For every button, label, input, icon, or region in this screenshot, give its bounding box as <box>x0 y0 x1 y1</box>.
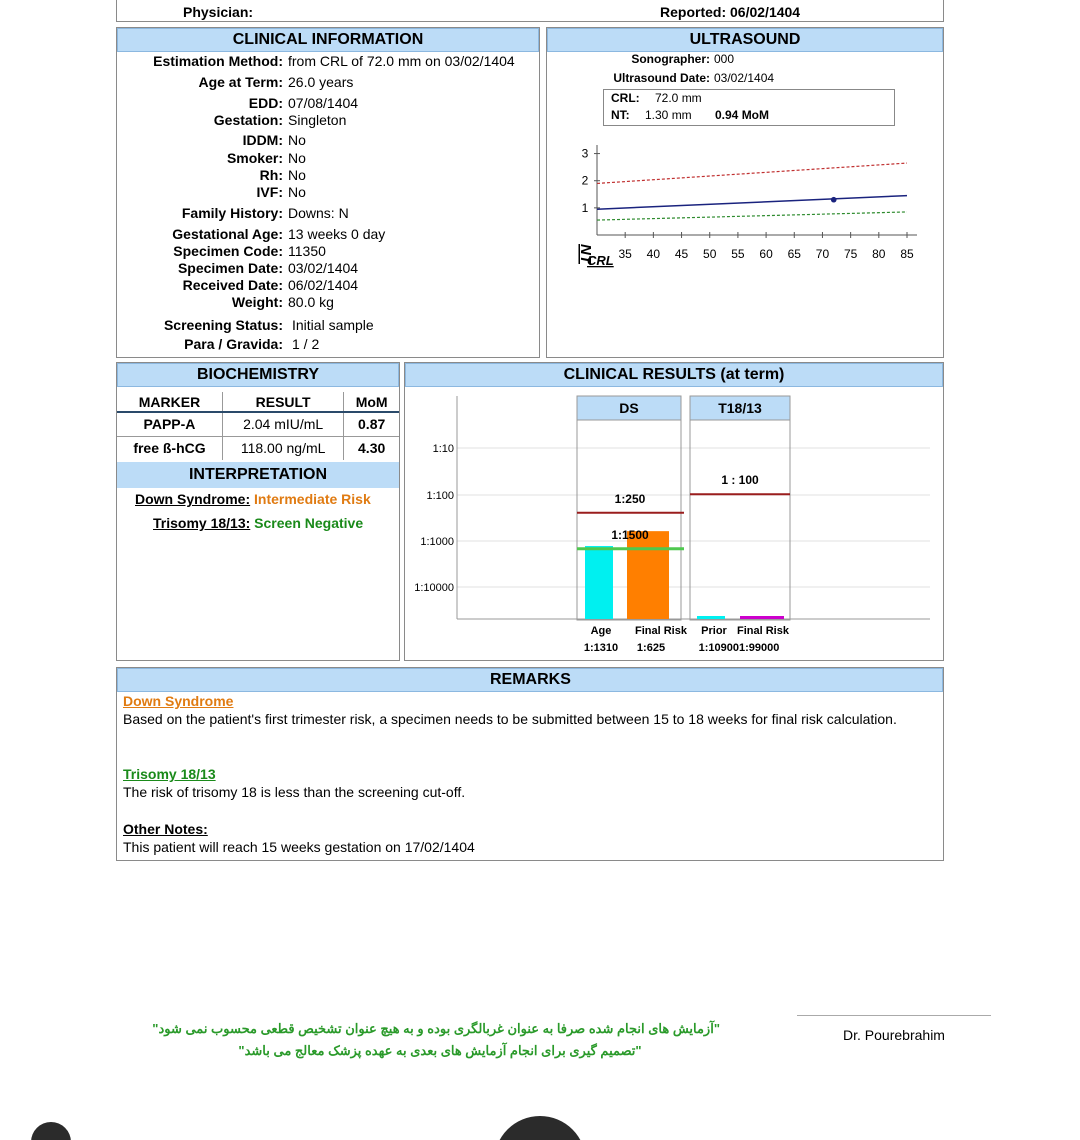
clinical-value: 80.0 kg <box>288 294 334 310</box>
interpretation-header: INTERPRETATION <box>188 466 328 483</box>
reported-field <box>660 4 800 20</box>
clinical-label: IVF: <box>256 184 283 200</box>
remarks-t18-title: Trisomy 18/13 <box>123 766 216 782</box>
clinical-value: Initial sample <box>292 317 374 333</box>
overlay-circle-center <box>494 1116 586 1140</box>
clinical-value: 1 / 2 <box>292 336 320 352</box>
clinical-label: Estimation Method: <box>153 53 283 69</box>
nt-chart-series <box>597 163 907 220</box>
mom-cell: 0.87 <box>344 412 399 436</box>
risk-bar <box>740 616 784 619</box>
risk-chart <box>405 390 943 660</box>
clinical-value: 03/02/1404 <box>288 260 359 276</box>
mom-header: MoM <box>344 392 399 412</box>
nt-y-tick-label: 3 <box>581 146 589 161</box>
bar-value-ds-final: 1:625 <box>636 642 666 654</box>
risk-bar <box>627 531 669 619</box>
clinical-label: Age at Term: <box>198 74 283 90</box>
clinical-value: 07/08/1404 <box>288 95 359 111</box>
ds-interpretation-label: Down Syndrome: <box>135 491 251 507</box>
ultrasound-header: ULTRASOUND <box>547 28 943 52</box>
clinical-value: No <box>288 150 306 166</box>
nt-label: NT: <box>611 108 630 122</box>
ds-column-header: DS <box>619 400 639 416</box>
nt-axis-label: NT <box>577 244 594 264</box>
nt-series-upper <box>597 163 907 183</box>
remarks-panel <box>116 667 944 861</box>
bar-label-age: Age <box>590 625 612 637</box>
risk-chart-axes <box>414 396 930 619</box>
clinical-label: Gestational Age: <box>172 226 283 242</box>
table-row <box>117 436 399 460</box>
reported-label: Reported: <box>660 4 727 20</box>
nt-x-tick-label: 65 <box>787 247 801 261</box>
ds-lower-label: 1:1500 <box>611 528 649 542</box>
clinical-info-header: CLINICAL INFORMATION <box>117 28 539 52</box>
t18-interpretation-value: Screen Negative <box>254 515 364 531</box>
overlay-circle-left <box>31 1122 71 1140</box>
clinical-label: Gestation: <box>213 112 283 128</box>
clinical-label: Family History: <box>181 205 283 221</box>
risk-bar <box>697 616 725 619</box>
t18-interpretation <box>153 515 363 531</box>
signature-line <box>797 1015 991 1016</box>
nt-x-tick-label: 80 <box>872 247 886 261</box>
nt-x-tick-label: 60 <box>759 247 773 261</box>
bar-label-t18-final: Final Risk <box>737 625 789 637</box>
risk-bar <box>585 546 613 619</box>
clinical-label: Rh: <box>259 167 283 183</box>
t18-cutoff-label: 1 : 100 <box>721 473 759 487</box>
clinical-label: IDDM: <box>242 132 283 148</box>
biochemistry-table <box>117 392 399 460</box>
nt-series-lower <box>597 212 907 220</box>
clinical-label: Specimen Date: <box>177 260 283 276</box>
t18-interpretation-label: Trisomy 18/13: <box>153 515 251 531</box>
risk-y-tick-label: 1:100 <box>426 490 454 502</box>
clinical-value: 26.0 years <box>288 74 354 90</box>
nt-mom: 0.94 MoM <box>715 108 770 122</box>
nt-x-tick-label: 40 <box>646 247 661 261</box>
nt-y-tick-label: 2 <box>581 173 589 188</box>
remarks-ds-title: Down Syndrome <box>123 693 234 709</box>
nt-x-tick-label: 75 <box>843 247 858 261</box>
t18-column-box <box>690 396 790 620</box>
clinical-label: EDD: <box>248 95 283 111</box>
sonographer-label: Sonographer: <box>631 52 710 66</box>
result-header: RESULT <box>222 392 343 412</box>
nt-value: 1.30 mm <box>645 108 692 122</box>
nt-x-tick-label: 50 <box>703 247 717 261</box>
reported-value: 06/02/1404 <box>730 4 801 20</box>
disclaimer-line-1: "آزمایش های انجام شده صرفا به عنوان غربالگری بوده و به هیچ عنوان تشخیص قطعی محسوب نمی شود" <box>152 1021 720 1036</box>
t18-column-header: T18/13 <box>718 400 762 416</box>
ultrasound-date-label: Ultrasound Date: <box>613 71 710 85</box>
clinical-value: 11350 <box>288 243 326 259</box>
bar-value-t18: 1:109001:99000 <box>698 642 780 654</box>
remarks-other-title: Other Notes: <box>123 821 208 837</box>
marker-cell: PAPP-A <box>117 412 222 436</box>
result-cell: 2.04 mIU/mL <box>222 412 343 436</box>
ds-interpretation-value: Intermediate Risk <box>254 491 371 507</box>
clinical-value: Downs: N <box>288 205 349 221</box>
result-cell: 118.00 ng/mL <box>222 436 343 460</box>
bar-value-age: 1:1310 <box>583 642 619 654</box>
nt-patient-point <box>831 197 837 203</box>
clinical-label: Para / Gravida: <box>184 336 283 352</box>
clinical-value: No <box>288 132 306 148</box>
clinical-value: Singleton <box>288 112 347 128</box>
mom-cell: 4.30 <box>344 436 399 460</box>
bar-label-ds-final: Final Risk <box>635 625 687 637</box>
clinical-value: from CRL of 72.0 mm on 03/02/1404 <box>288 53 515 69</box>
nt-series-median <box>597 196 907 210</box>
nt-x-tick-label: 35 <box>618 247 632 261</box>
ultrasound-date-value: 03/02/1404 <box>714 71 775 85</box>
clinical-label: Received Date: <box>182 277 283 293</box>
remarks-ds-text: Based on the patient's first trimester risk, a specimen needs to be submitted between 15 to 18 weeks for final risk calculation. <box>123 711 897 727</box>
ds-interpretation <box>135 491 371 507</box>
nt-y-tick-label: 1 <box>581 200 589 215</box>
disclaimer-line-2: "تصمیم گیری برای انجام آزمایش های بعدی به عهده پزشک معالج می باشد" <box>238 1043 642 1058</box>
clinical-label: Weight: <box>231 294 283 310</box>
physician-label: Physician: <box>183 4 254 20</box>
risk-y-tick-label: 1:10000 <box>414 582 454 594</box>
clinical-value: No <box>288 167 306 183</box>
risk-bars <box>577 494 790 619</box>
bar-label-prior: Prior <box>701 625 727 637</box>
nt-x-tick-label: 70 <box>815 247 830 261</box>
nt-crl-chart <box>555 140 935 280</box>
clinical-value: 13 weeks 0 day <box>288 226 386 242</box>
marker-cell: free ß-hCG <box>117 436 222 460</box>
table-row <box>117 412 399 436</box>
nt-x-tick-label: 85 <box>900 247 914 261</box>
biochemistry-header: BIOCHEMISTRY <box>117 363 399 387</box>
clinical-results-header: CLINICAL RESULTS (at term) <box>405 363 943 387</box>
risk-y-tick-label: 1:10 <box>432 443 454 455</box>
clinical-label: Smoker: <box>226 150 283 166</box>
remarks-t18-text: The risk of trisomy 18 is less than the screening cut-off. <box>123 784 466 800</box>
clinical-value: No <box>288 184 306 200</box>
nt-x-tick-label: 55 <box>731 247 745 261</box>
doctor-name: Dr. Pourebrahim <box>843 1027 945 1043</box>
nt-x-tick-label: 45 <box>674 247 689 261</box>
crl-value: 72.0 mm <box>655 91 702 105</box>
remarks-header: REMARKS <box>117 668 943 692</box>
remarks-other-text: This patient will reach 15 weeks gestation on 17/02/1404 <box>123 839 475 855</box>
crl-label: CRL: <box>611 91 640 105</box>
clinical-label: Specimen Code: <box>173 243 283 259</box>
sonographer-value: 000 <box>714 52 735 66</box>
marker-header: MARKER <box>117 392 222 412</box>
ds-cutoff-label: 1:250 <box>614 492 646 506</box>
clinical-label: Screening Status: <box>163 317 283 333</box>
risk-y-tick-label: 1:1000 <box>420 536 454 548</box>
clinical-value: 06/02/1404 <box>288 277 359 293</box>
crl-axis-label: CRL <box>587 253 614 268</box>
